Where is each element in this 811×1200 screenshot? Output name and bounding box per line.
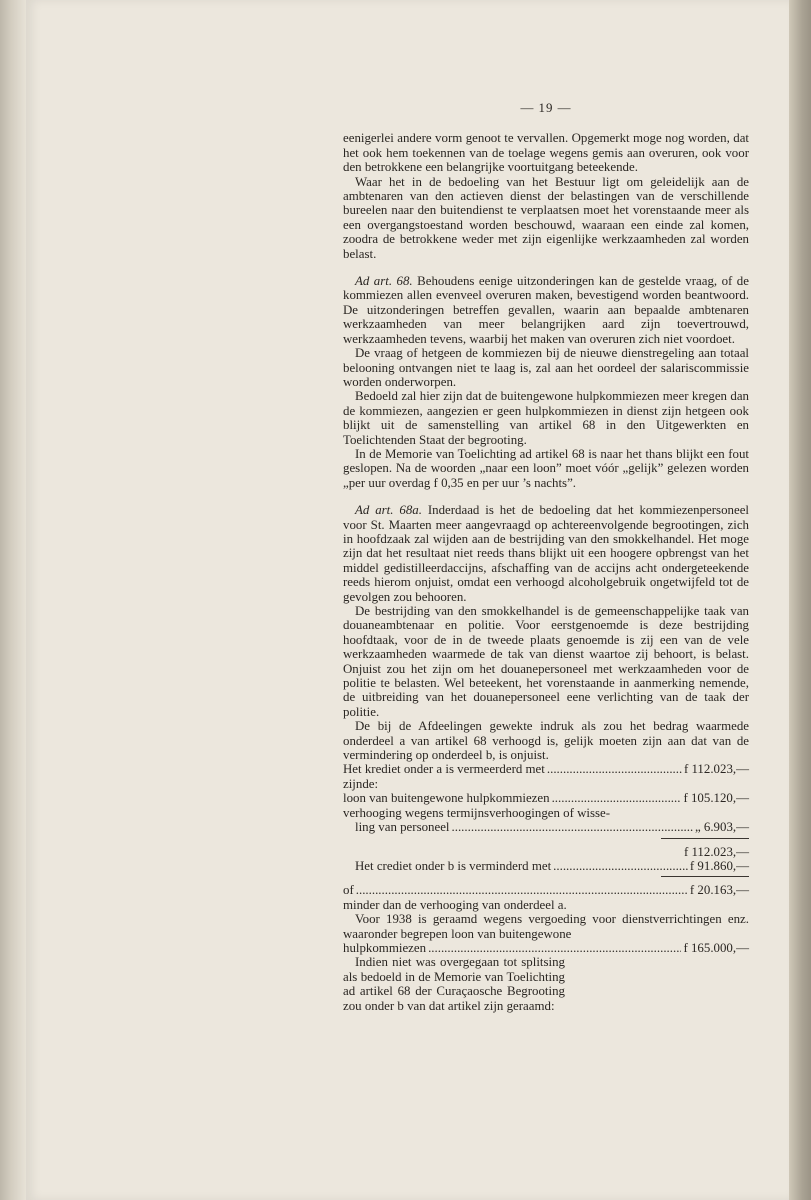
ledger-label: loon van buitengewone hulpkommiezen	[343, 791, 550, 806]
ledger-label: verhooging wegens termijnsverhoogingen of wisse-	[343, 805, 611, 820]
ledger-amount: f 165.000,—	[683, 940, 749, 955]
paragraph: eenigerlei andere vorm genoot te vervallen. Opgemerkt moge nog worden, dat het ook hem toekennen van de toelage wegens gemis aan overuren, ook voor den betrokkene een belangrijke voortuitgang beteekende.	[343, 131, 749, 175]
ledger-amount: „ 6.903,—	[694, 820, 749, 835]
ledger-note: minder dan de verhooging van onderdeel a.	[343, 897, 567, 912]
ledger-amount: f 20.163,—	[689, 883, 749, 898]
ledger-amount: f 112.023,—	[683, 762, 749, 777]
section-heading: Ad art. 68.	[355, 274, 413, 289]
paragraph: De vraag of hetgeen de kommiezen bij de nieuwe dienstregeling aan totaal belooning ontvangen niet te laag is, zal aan het oordeel der salariscommissie worden onderworpen.	[343, 346, 749, 389]
section-art-68	[343, 274, 749, 346]
paragraph: Voor 1938 is geraamd wegens vergoeding voor dienstverrichtingen enz. waaronder begrepen loon van buitengewone	[343, 912, 749, 941]
ledger-row	[343, 859, 749, 873]
leader-dots	[547, 762, 682, 776]
sum-rule	[661, 838, 749, 839]
paragraph-text: Inderdaad is het de bedoeling dat het kommiezenpersoneel voor St. Maarten meer aangevraagd op achtereenvolgende begrootingen, zich in hoofdzaak zal wijden aan de bestrijding van den smokkelhandel. Het moge zijn dat het resultaat niet reeds thans blijkt uit een hoogere opbrengst van het middel gedistilleerdaccijns, afschaffing van de accijns acht ondergeteekende reeds hierom onjuist, omdat een verhoogd alcoholgebruik ongetwijfeld tot de gevolgen zou behooren.	[343, 503, 749, 604]
paragraph: Waar het in de bedoeling van het Bestuur ligt om geleidelijk aan de ambtenaren van den actieven dienst der belastingen van de verschillende bureelen naar den buitendienst te verplaatsen moet het vorenstaande meer als een overgangstoestand worden beschouwd, waaraan een einde zal komen, zoodra de betrokkene weder met zijn eigenlijke werkzaamheden zal worden belast.	[343, 174, 749, 261]
page-number: — 19 —	[520, 101, 572, 115]
ledger-label: Het crediet onder b is verminderd met	[355, 858, 552, 873]
paragraph: De bij de Afdeelingen gewekte indruk als zou het bedrag waarmede onderdeel a van artikel 68 verhoogd is, gelijk moeten zijn aan dat van de vermindering op onderdeel b, is onjuist.	[343, 719, 749, 763]
ledger-amount: f 91.860,—	[689, 858, 749, 873]
ledger-label: ling van personeel	[355, 820, 450, 835]
paragraph: In de Memorie van Toelichting ad artikel 68 is naar het thans blijkt een fout geslopen. Na de woorden „naar een loon” moet vóór „gelijk” gelezen worden „per uur overdag f 0,35 en per uur ’s nachts”.	[343, 446, 749, 490]
leader-dots	[356, 883, 688, 897]
paragraph: Bedoeld zal hier zijn dat de buitengewone hulpkommiezen meer kregen dan de kommiezen, aangezien er geen hulpkommiezen in dienst zijn hetgeen ook blijkt uit de samenstelling van artikel 68 in den Uitgewerkten en Toelichtenden Staat der begrooting.	[343, 389, 749, 447]
leader-dots	[553, 859, 688, 873]
ledger-row	[343, 883, 749, 897]
ledger-row	[343, 941, 749, 955]
section-art-68a	[343, 503, 749, 604]
paragraph: De bestrijding van den smokkelhandel is de gemeenschappelijke taak van douaneambtenaar en politie. Voor eerstgenoemde is deze bestrijding hoofdtaak, voor de in de tweede plaats genoemde is zij een van de vele werkzaamheden waarmede de tak van dienst waartoe zij behoort, is belast. Onjuist zou het zijn om het douanepersoneel met werkzaamheden voor de politie te belasten. Wel beteekent, het vorenstaande in aanmerking nemende, de uitbreiding van het douanepersoneel eene verlichting van de taak der politie.	[343, 604, 749, 719]
ledger-row	[343, 762, 749, 776]
ledger-row	[343, 820, 749, 834]
page-edge-shadow	[789, 0, 811, 1200]
ledger-amount: f 105.120,—	[683, 791, 749, 806]
ledger-label: hulpkommiezen	[343, 940, 427, 955]
sum-rule	[661, 876, 749, 877]
ledger-label: Het krediet onder a is vermeerderd met	[343, 762, 545, 777]
ledger-subheading: zijnde:	[343, 776, 379, 791]
ledger-subtotal: f 112.023,—	[683, 844, 749, 859]
leader-dots	[428, 941, 681, 955]
leader-dots	[452, 820, 693, 834]
section-heading: Ad art. 68a.	[355, 503, 422, 518]
paragraph-text: Behoudens eenige uitzonderingen kan de gestelde vraag, of de kommiezen allen evenveel overuren maken, bevestigend worden beantwoord. De uitzonderingen betreffen gevallen, waarin aan bepaalde ambtenaren werkzaamheden van meer belangrijken aard zijn toevertrouwd, werkzaamheden tevens, waarbij het maken van overuren zich niet voordoet.	[343, 274, 749, 346]
book-gutter	[0, 0, 26, 1200]
leader-dots	[552, 791, 682, 805]
ledger-label: of	[343, 883, 354, 898]
paragraph: Indien niet was overgegaan tot splitsing als bedoeld in de Memorie van Toelichting ad artikel 68 der Curaçaosche Begrooting zou onder b van dat artikel zijn geraamd:	[343, 955, 565, 1013]
ledger-row	[343, 791, 749, 805]
text-column	[343, 101, 749, 1013]
